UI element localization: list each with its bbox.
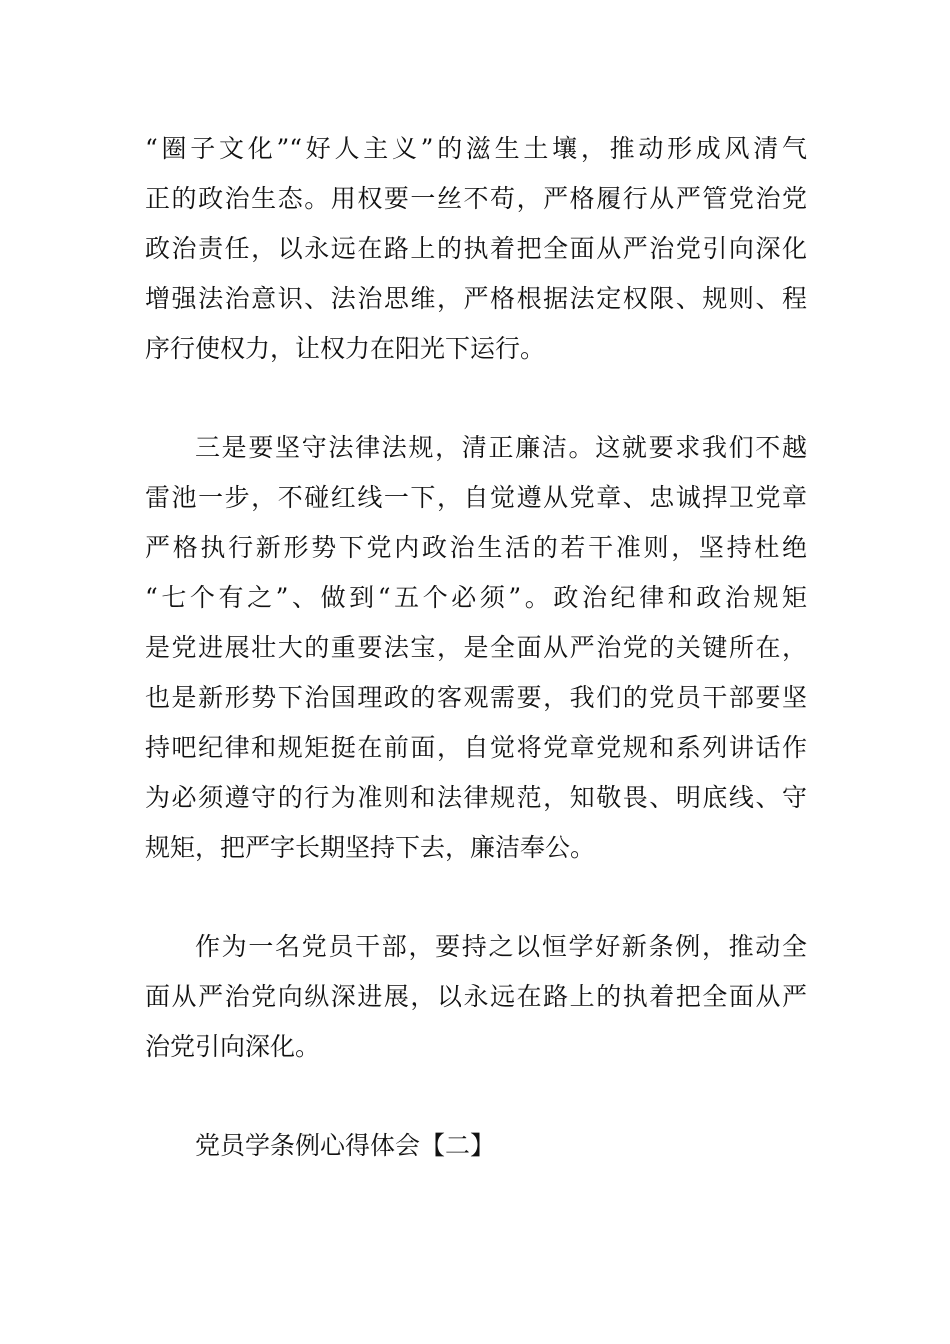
paragraph-2-line-7: 持吧纪律和规矩挺在前面，自觉将党章党规和系列讲话作 <box>145 733 807 762</box>
paragraph-3-line-3: 治党引向深化。 <box>145 1032 321 1061</box>
section-heading: 党员学条例心得体会【二】 <box>195 1131 496 1160</box>
paragraph-2-line-3: 严格执行新形势下党内政治生活的若干准则，坚持杜绝 <box>145 533 807 562</box>
paragraph-2-line-5: 是党进展壮大的重要法宝，是全面从严治党的关键所在， <box>145 633 807 662</box>
paragraph-1-line-2: 正的政治生态。用权要一丝不苟，严格履行从严管党治党 <box>145 184 807 213</box>
paragraph-1-line-4: 增强法治意识、法治思维，严格根据法定权限、规则、程 <box>145 284 807 313</box>
paragraph-2-line-8: 为必须遵守的行为准则和法律规范，知敬畏、明底线、守 <box>145 783 807 812</box>
paragraph-2-line-6: 也是新形势下治国理政的客观需要，我们的党员干部要坚 <box>145 683 807 712</box>
paragraph-2-line-2: 雷池一步，不碰红线一下，自觉遵从党章、忠诚捍卫党章 <box>145 483 807 512</box>
paragraph-3-line-1: 作为一名党员干部，要持之以恒学好新条例，推动全 <box>195 932 807 961</box>
paragraph-1-line-1: “圈子文化”“好人主义”的滋生土壤，推动形成风清气 <box>145 134 807 163</box>
paragraph-1-line-5: 序行使权力，让权力在阳光下运行。 <box>145 334 546 363</box>
paragraph-3-line-2: 面从严治党向纵深进展，以永远在路上的执着把全面从严 <box>145 982 807 1011</box>
paragraph-2-line-9: 规矩，把严字长期坚持下去，廉洁奉公。 <box>145 833 596 862</box>
paragraph-2-line-1: 三是要坚守法律法规，清正廉洁。这就要求我们不越 <box>195 433 807 462</box>
paragraph-1-line-3: 政治责任，以永远在路上的执着把全面从严治党引向深化 <box>145 234 807 263</box>
paragraph-2-line-4: “七个有之”、做到“五个必须”。政治纪律和政治规矩 <box>145 583 807 612</box>
